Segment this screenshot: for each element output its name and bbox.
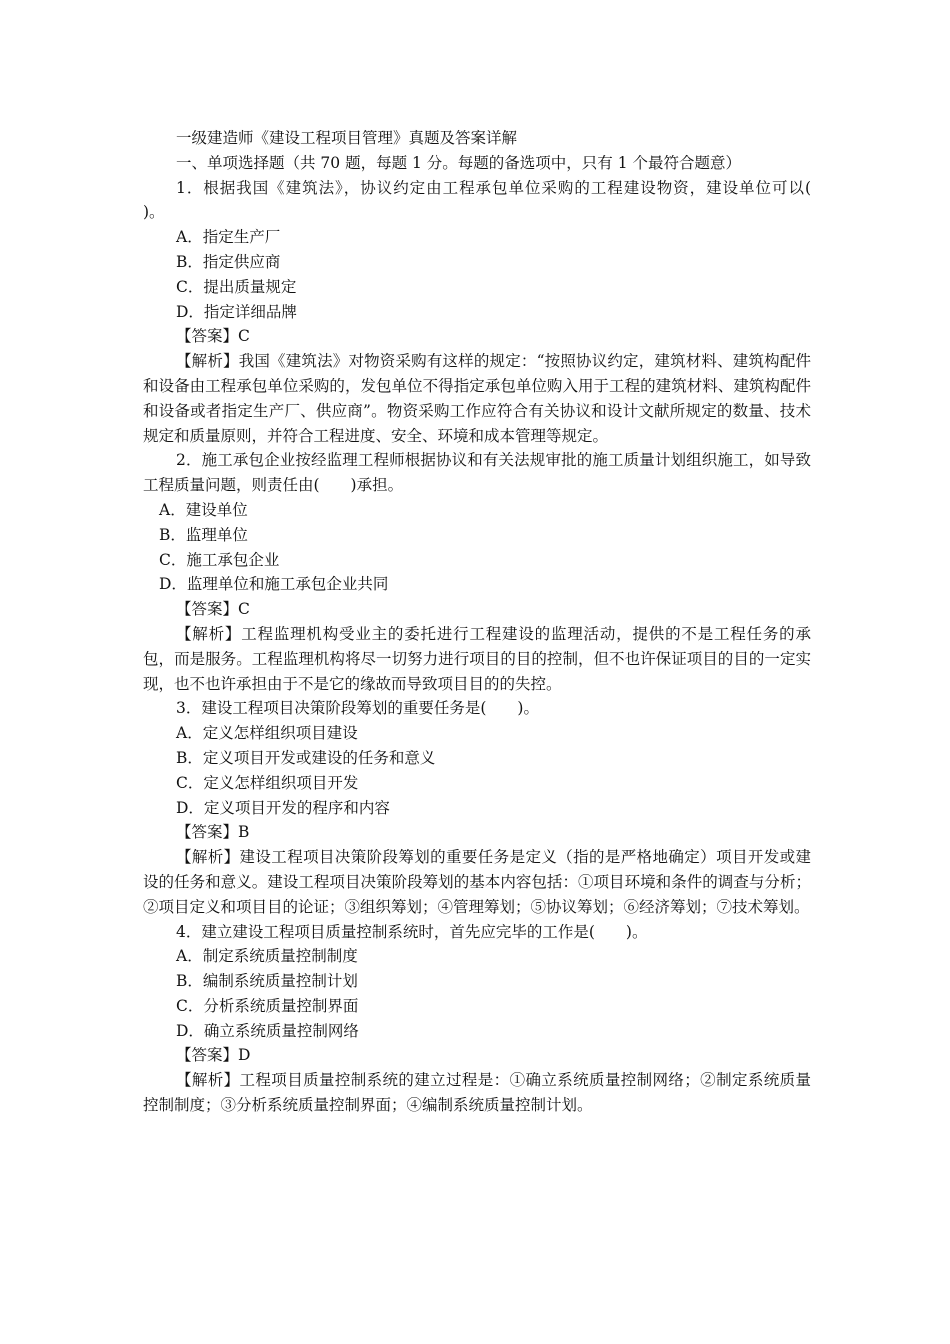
option-d: D．监理单位和施工承包企业共同 bbox=[159, 575, 389, 594]
option-c: C．定义怎样组织项目开发 bbox=[176, 773, 359, 792]
question-2 bbox=[143, 448, 811, 696]
question-3 bbox=[143, 696, 811, 919]
analysis: 【解析】工程项目质量控制系统的建立过程是：①确立系统质量控制网络；②制定系统质量控制制度；③分析系统质量控制界面；④编制系统质量控制计划。 bbox=[143, 1071, 811, 1115]
question-stem: 2．施工承包企业按经监理工程师根据协议和有关法规审批的施工质量计划组织施工，如导致工程质量问题，则责任由( )承担。 bbox=[143, 451, 811, 495]
document-page bbox=[143, 126, 843, 1118]
option-c: C．分析系统质量控制界面 bbox=[176, 996, 359, 1015]
option-d: D．指定详细品牌 bbox=[176, 302, 297, 321]
question-stem: 3．建设工程项目决策阶段筹划的重要任务是( )。 bbox=[176, 699, 539, 718]
question-4 bbox=[143, 920, 811, 1118]
option-b: B．指定供应商 bbox=[176, 252, 281, 271]
option-a: A．建设单位 bbox=[159, 500, 248, 519]
answer: 【答案】C bbox=[176, 327, 250, 346]
option-c: C．提出质量规定 bbox=[176, 277, 297, 296]
option-a: A．指定生产厂 bbox=[176, 228, 281, 247]
analysis: 【解析】我国《建筑法》对物资采购有这样的规定：“按照协议约定，建筑材料、建筑构配件和设备由工程承包单位采购的，发包单位不得指定承包单位购入用于工程的建筑材料、建筑构配件和设备或者指定生产厂、供应商”。物资采购工作应符合有关协议和设计文献所规定的数量、技术规定和质量原则，并符合工程进度、安全、环境和成本管理等规定。 bbox=[143, 352, 811, 445]
question-1 bbox=[143, 176, 843, 449]
option-b: B．定义项目开发或建设的任务和意义 bbox=[176, 748, 436, 767]
option-a: A．定义怎样组织项目建设 bbox=[176, 724, 358, 743]
analysis: 【解析】工程监理机构受业主的委托进行工程建设的监理活动，提供的不是工程任务的承包，而是服务。工程监理机构将尽一切努力进行项目的目的控制，但不也许保证项目的目的一定实现，也不也许承担由于不是它的缘故而导致项目目的的失控。 bbox=[143, 624, 811, 693]
option-c: C．施工承包企业 bbox=[159, 550, 280, 569]
question-stem: 1．根据我国《建筑法》，协议约定由工程承包单位采购的工程建设物资，建设单位可以( )。 bbox=[143, 178, 843, 222]
option-b: B．编制系统质量控制计划 bbox=[176, 972, 358, 991]
option-d: D．定义项目开发的程序和内容 bbox=[176, 798, 390, 817]
option-b: B．监理单位 bbox=[159, 525, 248, 544]
answer: 【答案】D bbox=[176, 1046, 251, 1065]
option-a: A．制定系统质量控制制度 bbox=[176, 947, 358, 966]
analysis: 【解析】建设工程项目决策阶段筹划的重要任务是定义（指的是严格地确定）项目开发或建设的任务和意义。建设工程项目决策阶段筹划的基本内容包括：①项目环境和条件的调查与分析；②项目定义和项目目的论证；③组织筹划；④管理筹划；⑤协议筹划；⑥经济筹划；⑦技术筹划。 bbox=[143, 848, 811, 916]
option-d: D．确立系统质量控制网络 bbox=[176, 1021, 359, 1040]
answer: 【答案】B bbox=[176, 823, 250, 842]
section-heading: 一、单项选择题（共 70 题，每题 1 分。每题的备选项中，只有 1 个最符合题意） bbox=[176, 153, 742, 172]
document-title: 一级建造师《建设工程项目管理》真题及答案详解 bbox=[176, 129, 518, 147]
answer: 【答案】C bbox=[176, 600, 250, 619]
question-stem: 4．建立建设工程项目质量控制系统时，首先应完毕的工作是( )。 bbox=[176, 922, 648, 941]
